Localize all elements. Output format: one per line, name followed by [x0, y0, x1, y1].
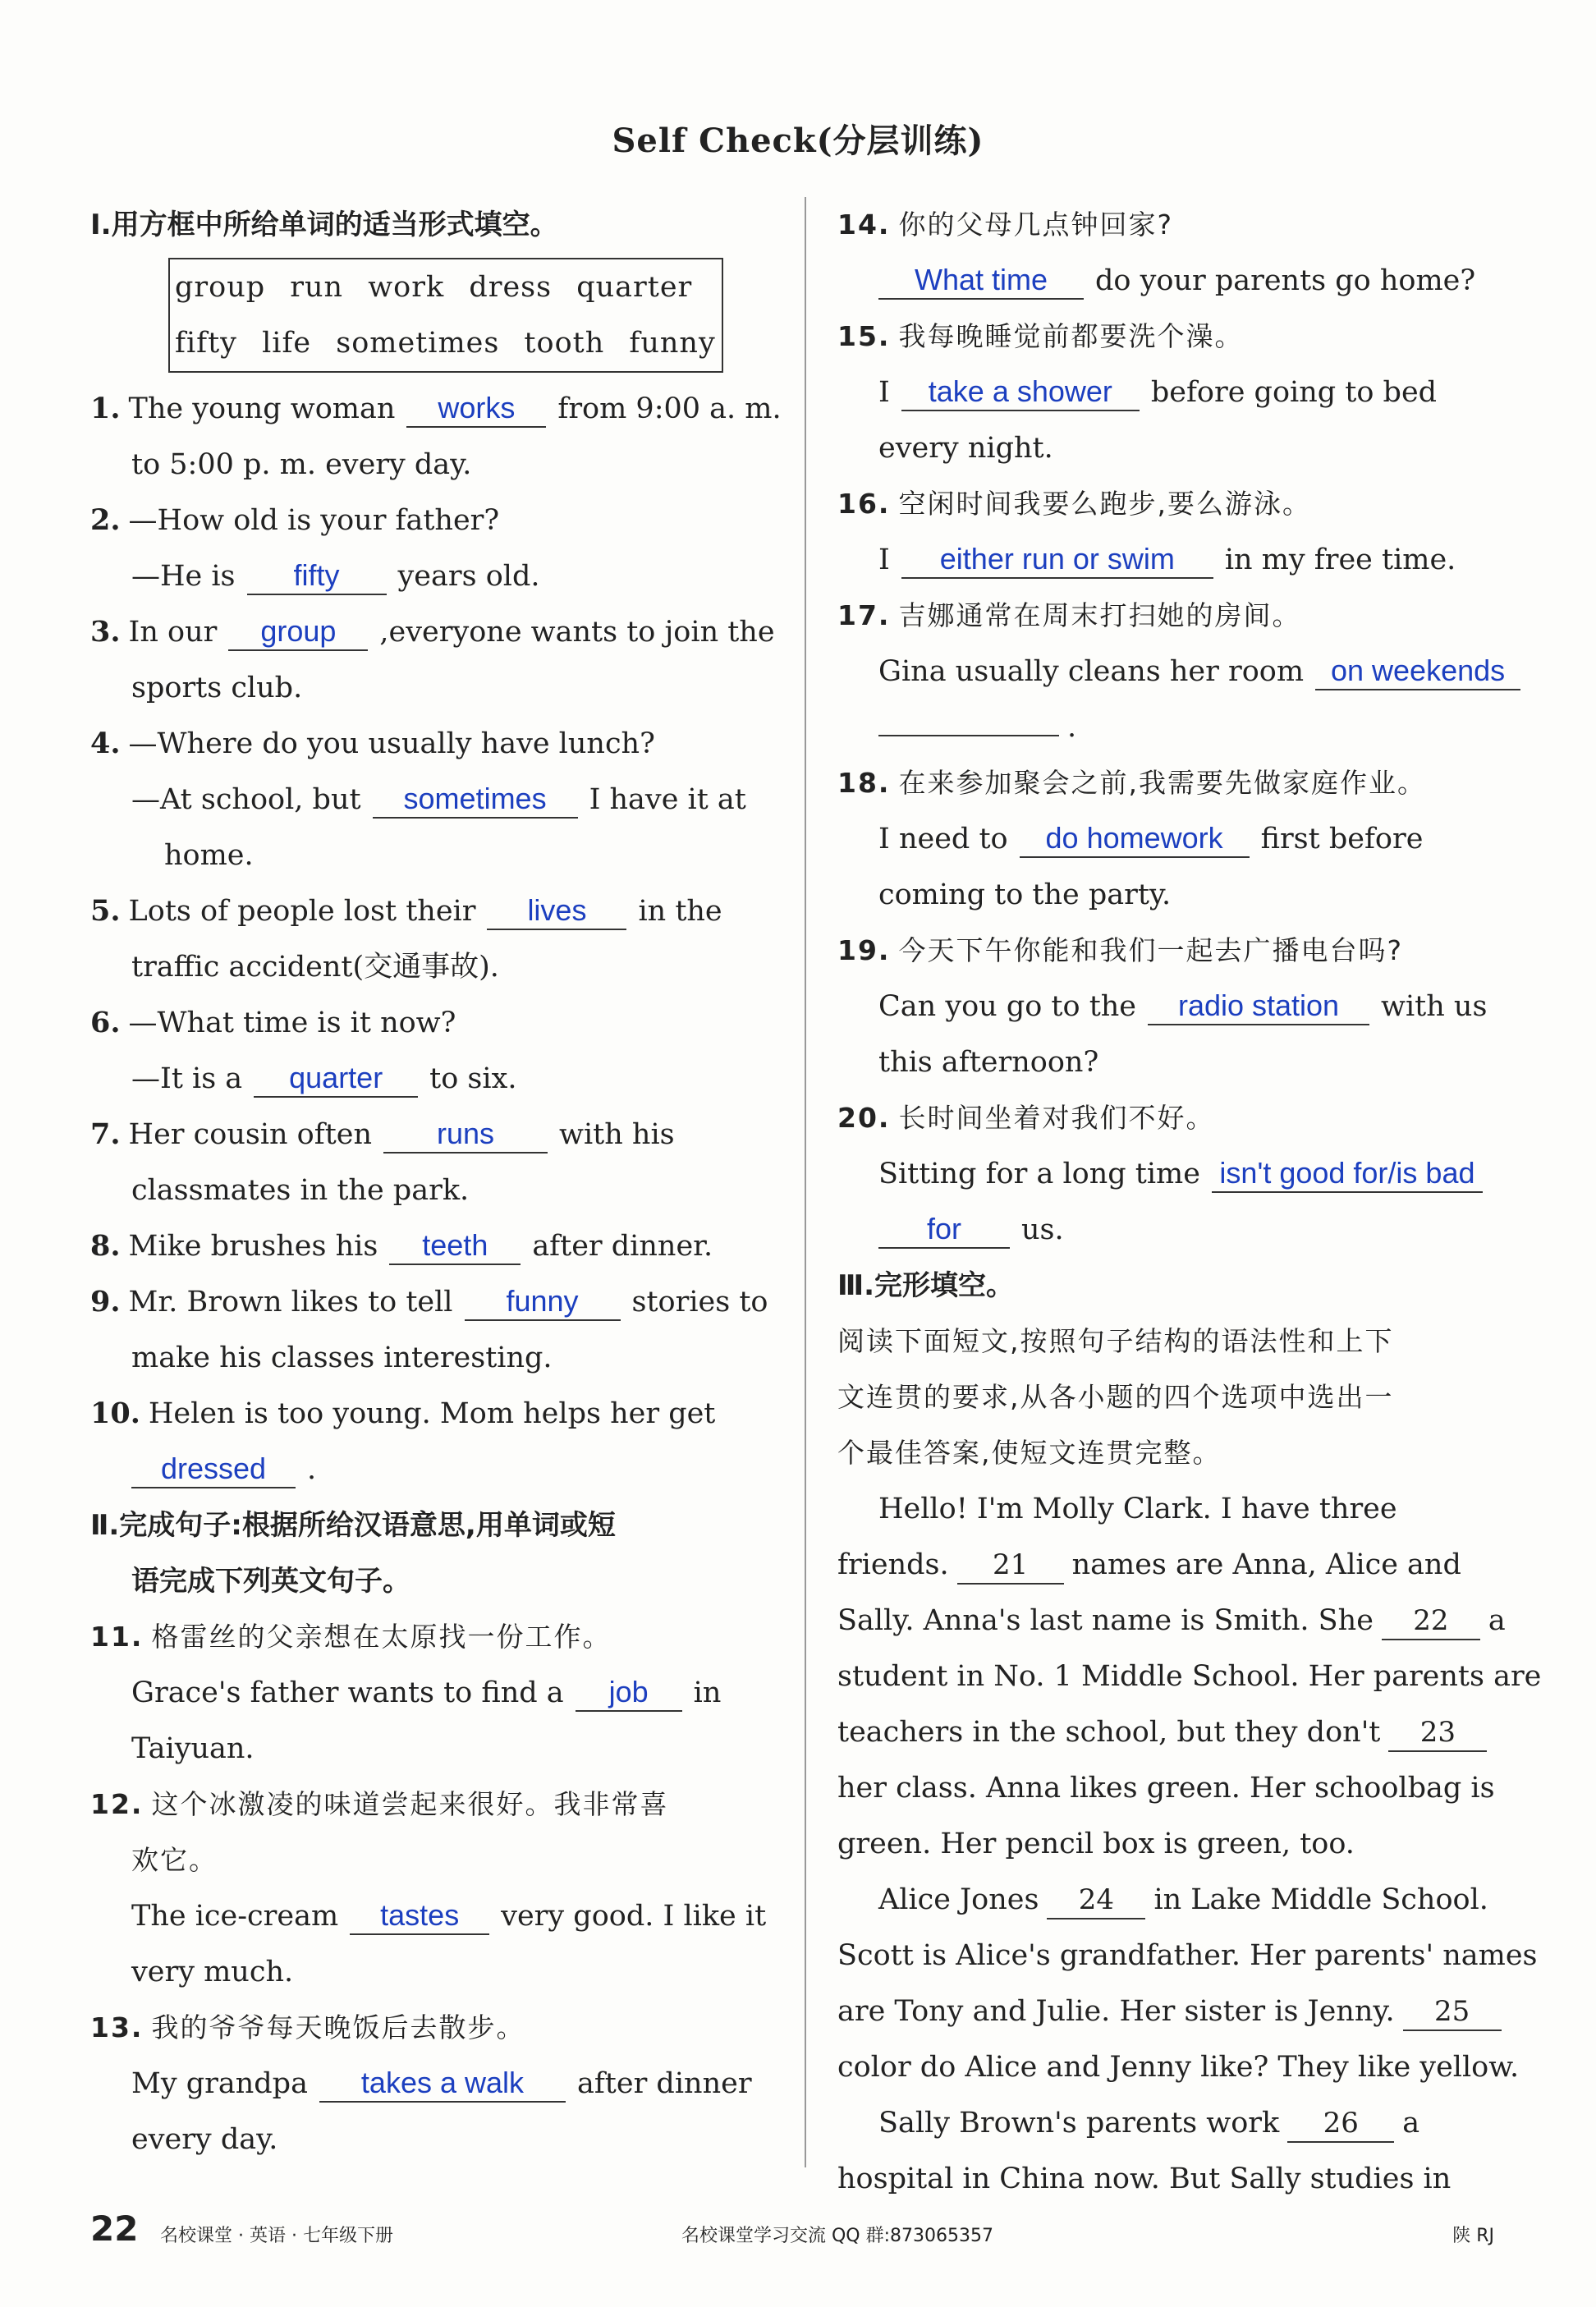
q15-chinese: 我每晚睡觉前都要洗个澡。: [898, 320, 1244, 352]
q20-answer-2: for: [878, 1211, 1010, 1249]
q3-number: 3.: [90, 615, 121, 649]
question-2: [90, 493, 780, 548]
passage-line-3: [837, 1593, 1519, 1649]
q8-number: 8.: [90, 1229, 121, 1263]
q9-answer: funny: [465, 1283, 621, 1321]
q18-text-b: first before: [1260, 823, 1424, 855]
question-17-cont: [837, 699, 1519, 755]
q8-text-b: after dinner.: [532, 1230, 713, 1263]
passage-text: friends.: [837, 1548, 949, 1581]
question-9-cont: make his classes interesting.: [131, 1342, 553, 1374]
question-3-cont: sports club.: [131, 672, 303, 704]
q4-text-c: I have it at: [589, 783, 746, 816]
left-column: [90, 197, 780, 2167]
question-20-answer-line: [837, 1146, 1519, 1202]
page-footer: [90, 2208, 1519, 2258]
passage-line-4: student in No. 1 Middle School. Her parents are: [837, 1660, 1542, 1693]
passage-text: in Lake Middle School.: [1153, 1883, 1488, 1916]
question-11: [90, 1609, 780, 1665]
q19-answer: radio station: [1148, 988, 1369, 1025]
q4-text-a: —Where do you usually have lunch?: [128, 727, 655, 760]
section-3-intro-2: 文连贯的要求,从各小题的四个选项中选出一: [837, 1381, 1394, 1413]
q1-number: 1.: [90, 392, 121, 425]
passage-line-7: green. Her pencil box is green, too.: [837, 1828, 1355, 1860]
question-18-cont: coming to the party.: [878, 878, 1172, 911]
question-6-answer-line: [90, 1051, 780, 1107]
q11-answer: job: [576, 1674, 682, 1712]
q20-text-b: us.: [1021, 1213, 1064, 1246]
word-box-row-1: group run work dress quarter: [175, 271, 693, 304]
q2-number: 2.: [90, 503, 121, 537]
q15-text-b: before going to bed: [1150, 376, 1438, 409]
q12-answer: tastes: [350, 1897, 489, 1935]
q14-answer: What time: [878, 262, 1084, 300]
q10-text-a: Helen is too young. Mom helps her get: [148, 1397, 716, 1430]
question-4-cont: home.: [164, 839, 254, 872]
q9-text-b: stories to: [631, 1286, 768, 1319]
question-18-answer-line: [837, 811, 1519, 867]
q14-text-b: do your parents go home?: [1095, 264, 1476, 297]
q11-number: 11.: [90, 1621, 144, 1653]
passage-line-6: her class. Anna likes green. Her schoolbag is: [837, 1772, 1495, 1805]
q8-answer: teeth: [389, 1227, 521, 1265]
q10-answer: dressed: [131, 1451, 296, 1488]
blank-24: 24: [1047, 1882, 1145, 1919]
question-13-cont: every day.: [131, 2123, 278, 2156]
q9-text-a: Mr. Brown likes to tell: [128, 1286, 453, 1319]
q15-text-a: I: [878, 376, 890, 409]
passage-line-2: [837, 1537, 1519, 1593]
q4-answer: sometimes: [373, 781, 578, 819]
q19-chinese: 今天下午你能和我们一起去广播电台吗?: [898, 934, 1403, 966]
passage-line-12: [837, 2095, 1519, 2151]
question-11-cont: Taiyuan.: [131, 1732, 255, 1765]
q12-chinese-1: 这个冰激凌的味道尝起来很好。我非常喜: [151, 1788, 669, 1820]
q20-chinese: 长时间坐着对我们不好。: [898, 1102, 1215, 1134]
q3-text-b: ,everyone wants to join the: [379, 616, 775, 649]
q17-text-b: .: [1067, 711, 1077, 744]
q6-number: 6.: [90, 1006, 121, 1039]
right-column: [837, 197, 1542, 2207]
section-3-heading: Ⅲ.完形填空。: [837, 1269, 1015, 1302]
q13-text-a: My grandpa: [131, 2067, 308, 2100]
passage-line-11: color do Alice and Jenny like? They like yellow.: [837, 2051, 1520, 2084]
q1-text-b: from 9:00 a. m.: [557, 392, 782, 425]
q14-chinese: 你的父母几点钟回家?: [898, 209, 1173, 241]
q18-chinese: 在来参加聚会之前,我需要先做家庭作业。: [898, 767, 1426, 799]
column-divider: [805, 197, 806, 2167]
question-20: [837, 1090, 1519, 1146]
q20-number: 20.: [837, 1102, 891, 1134]
passage-text: Alice Jones: [878, 1883, 1039, 1916]
blank-26: 26: [1287, 2105, 1394, 2143]
q11-text-a: Grace's father wants to find a: [131, 1676, 564, 1709]
q17-blank-cont: [878, 735, 1059, 736]
question-15-answer-line: [837, 365, 1519, 420]
question-4-answer-line: [90, 772, 780, 828]
q7-answer: runs: [383, 1116, 548, 1154]
page-title: Self Check(分层训练): [612, 122, 984, 160]
q10-number: 10.: [90, 1397, 140, 1430]
question-3: [90, 604, 780, 660]
q20-text-a: Sitting for a long time: [878, 1158, 1200, 1190]
q9-number: 9.: [90, 1285, 121, 1319]
q18-answer: do homework: [1020, 820, 1250, 858]
question-9: [90, 1274, 780, 1330]
q13-number: 13.: [90, 2011, 144, 2043]
word-box-row-2: fifty life sometimes tooth funny: [175, 327, 716, 360]
q2-text-a: —How old is your father?: [128, 504, 500, 537]
q13-text-b: after dinner: [576, 2067, 752, 2100]
question-11-answer-line: [90, 1665, 780, 1721]
passage-text: a: [1488, 1604, 1506, 1637]
question-15-cont: every night.: [878, 432, 1053, 465]
q5-text-b: in the: [638, 895, 722, 928]
question-13: [90, 2000, 780, 2056]
question-5-cont: traffic accident(交通事故).: [131, 951, 499, 984]
passage-line-13: hospital in China now. But Sally studies in: [837, 2163, 1452, 2195]
q2-answer: fifty: [247, 557, 387, 595]
question-16: [837, 476, 1519, 532]
q17-chinese: 吉娜通常在周末打扫她的房间。: [898, 599, 1301, 631]
q1-text-a: The young woman: [128, 392, 396, 425]
book-title: 名校课堂 · 英语 · 七年级下册: [160, 2226, 393, 2246]
passage-text: are Tony and Julie. Her sister is Jenny.: [837, 1995, 1395, 2028]
passage-text: Sally. Anna's last name is Smith. She: [837, 1604, 1374, 1637]
question-12-answer-line: [90, 1888, 780, 1944]
word-box: [168, 258, 723, 373]
q6-text-b: —It is a: [131, 1062, 243, 1095]
section-2-heading-2: 语完成下列英文句子。: [131, 1565, 410, 1598]
question-6: [90, 995, 780, 1051]
question-16-answer-line: [837, 532, 1519, 588]
q13-answer: takes a walk: [319, 2065, 566, 2103]
blank-22: 22: [1382, 1603, 1480, 1640]
q16-number: 16.: [837, 488, 891, 520]
q14-number: 14.: [837, 209, 891, 241]
question-12-chinese-2: 欢它。: [131, 1844, 218, 1876]
qq-group-info: 名校课堂学习交流 QQ 群:873065357: [681, 2226, 994, 2246]
passage-text: teachers in the school, but they don't: [837, 1716, 1381, 1749]
question-5: [90, 883, 780, 939]
q16-chinese: 空闲时间我要么跑步,要么游泳。: [898, 488, 1311, 520]
q8-text-a: Mike brushes his: [128, 1230, 378, 1263]
q4-text-b: —At school, but: [131, 783, 361, 816]
section-3-intro-1: 阅读下面短文,按照句子结构的语法性和上下: [837, 1325, 1394, 1357]
q19-number: 19.: [837, 934, 891, 966]
q4-number: 4.: [90, 727, 121, 760]
question-14-answer-line: [837, 253, 1519, 309]
q5-number: 5.: [90, 894, 121, 928]
question-14: [837, 197, 1519, 253]
q13-chinese: 我的爷爷每天晚饭后去散步。: [151, 2011, 525, 2043]
q17-text-a: Gina usually cleans her room: [878, 655, 1305, 688]
q6-text-a: —What time is it now?: [128, 1007, 456, 1039]
q19-text-a: Can you go to the: [878, 990, 1137, 1023]
passage-text: names are Anna, Alice and: [1071, 1548, 1461, 1581]
passage-line-5: [837, 1704, 1519, 1760]
q15-answer: take a shower: [901, 374, 1140, 411]
question-10-answer-line: [90, 1442, 780, 1497]
q12-text-b: very good. I like it: [501, 1900, 767, 1933]
q17-number: 17.: [837, 599, 891, 631]
edition-tag: 陕 RJ: [1452, 2226, 1494, 2246]
q16-text-a: I: [878, 543, 890, 576]
q10-text-b: .: [307, 1453, 317, 1486]
question-19-answer-line: [837, 979, 1519, 1034]
question-2-answer-line: [90, 548, 780, 604]
question-19: [837, 923, 1519, 979]
q11-text-b: in: [693, 1676, 722, 1709]
q6-text-c: to six.: [429, 1062, 517, 1095]
question-17: [837, 588, 1519, 644]
question-18: [837, 755, 1519, 811]
q15-number: 15.: [837, 320, 891, 352]
q2-text-c: years old.: [397, 560, 540, 593]
question-7-cont: classmates in the park.: [131, 1174, 470, 1207]
q3-text-a: In our: [128, 616, 218, 649]
question-1: [90, 381, 780, 437]
question-17-answer-line: [837, 644, 1519, 699]
q5-answer: lives: [487, 892, 626, 930]
q16-answer: either run or swim: [901, 541, 1213, 579]
blank-21: 21: [957, 1547, 1064, 1585]
q19-text-b: with us: [1381, 990, 1488, 1023]
q12-text-a: The ice-cream: [131, 1900, 339, 1933]
question-8: [90, 1218, 780, 1274]
question-15: [837, 309, 1519, 365]
q18-number: 18.: [837, 767, 891, 799]
passage-text: Sally Brown's parents work: [878, 2107, 1280, 2140]
question-19-cont: this afternoon?: [878, 1046, 1099, 1079]
section-2-heading-1: Ⅱ.完成句子:根据所给汉语意思,用单词或短: [90, 1509, 616, 1542]
page-number: 22: [90, 2208, 139, 2249]
question-12: [90, 1777, 780, 1832]
passage-line-9: Scott is Alice's grandfather. Her parents' names: [837, 1939, 1538, 1972]
q3-answer: group: [228, 613, 368, 651]
q20-answer-1: isn't good for/is bad: [1212, 1155, 1483, 1193]
q7-number: 7.: [90, 1117, 121, 1151]
q11-chinese: 格雷丝的父亲想在太原找一份工作。: [151, 1621, 612, 1653]
passage-line-8: [837, 1872, 1519, 1928]
question-4: [90, 716, 780, 772]
blank-23: 23: [1388, 1714, 1487, 1752]
q5-text-a: Lots of people lost their: [128, 895, 476, 928]
q7-text-a: Her cousin often: [128, 1118, 373, 1151]
question-1-cont: to 5:00 p. m. every day.: [131, 448, 472, 481]
question-12-cont: very much.: [131, 1956, 294, 1988]
passage-line-1: Hello! I'm Molly Clark. I have three: [878, 1493, 1397, 1525]
passage-line-10: [837, 1984, 1519, 2039]
q17-answer: on weekends: [1315, 653, 1520, 690]
q12-number: 12.: [90, 1788, 144, 1820]
q1-answer: works: [406, 390, 546, 428]
question-20-cont: [837, 1202, 1519, 1258]
question-10: [90, 1386, 780, 1442]
q16-text-b: in my free time.: [1224, 543, 1456, 576]
question-7: [90, 1107, 780, 1163]
q7-text-b: with his: [559, 1118, 675, 1151]
q6-answer: quarter: [254, 1060, 418, 1098]
section-1-heading: Ⅰ.用方框中所给单词的适当形式填空。: [90, 209, 558, 241]
blank-25: 25: [1403, 1993, 1502, 2031]
question-13-answer-line: [90, 2056, 780, 2112]
q2-text-b: —He is: [131, 560, 236, 593]
q18-text-a: I need to: [878, 823, 1008, 855]
passage-text: a: [1402, 2107, 1420, 2140]
section-3-intro-3: 个最佳答案,使短文连贯完整。: [837, 1437, 1222, 1469]
